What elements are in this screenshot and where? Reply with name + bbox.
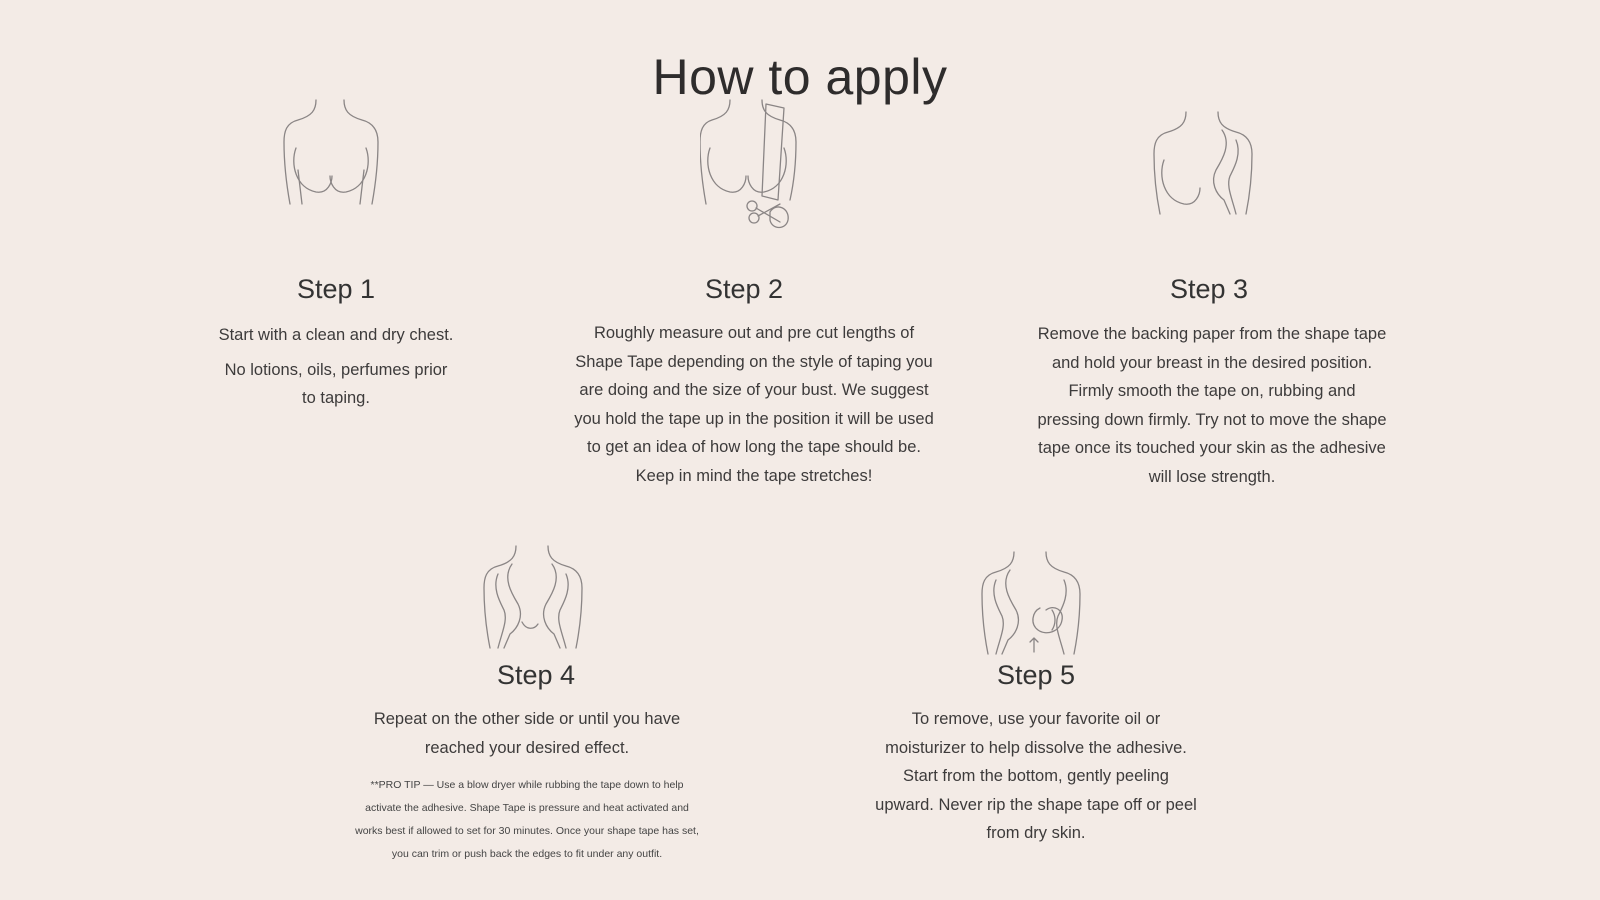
step-4-title: Step 4 <box>496 660 576 690</box>
step-1-text-2: No lotions, oils, perfumes prior to taping. <box>224 360 448 407</box>
step-4-text: Repeat on the other side or until you have reached your desired effect. <box>373 710 681 757</box>
chest-tape-both-sides-icon <box>482 544 592 654</box>
step-2-text: Roughly measure out and pre cut lengths of Shape Tape depending on the style of taping you are doing and the size of your bust. We suggest you hold the tape up in the position it will be used to get an idea of how long the tape should be. Keep in mind the tape stretches! <box>574 324 934 485</box>
chest-tape-scissors-icon <box>700 96 816 236</box>
step-5-text: To remove, use your favorite oil or moisturizer to help dissolve the adhesive. Start from the bottom, gently peeling upward. Never rip the shape tape off or peel from dry skin. <box>875 710 1197 842</box>
chest-tape-peel-icon <box>980 550 1092 660</box>
pro-tip: **PRO TIP — Use a blow dryer while rubbing the tape down to help activate the adhesive. Shape Tape is pressure and heat activated and works best if allowed to set for 30 minutes. Once your shape tape has set, you can trim or push back the edges to fit under any outfit. <box>355 779 699 860</box>
page-title: How to apply <box>652 48 948 105</box>
step-5 <box>866 660 1206 848</box>
step-2 <box>574 274 934 490</box>
step-1-text-1: Start with a clean and dry chest. <box>218 326 454 344</box>
step-4 <box>342 660 712 866</box>
step-1-title: Step 1 <box>296 274 376 304</box>
step-3-title: Step 3 <box>1169 274 1249 304</box>
step-3-text: Remove the backing paper from the shape tape and hold your breast in the desired position. Firmly smooth the tape on, rubbing and pressing down firmly. Try not to move the shape tape once its touched your skin as the adhesive will lose strength. <box>1037 325 1387 486</box>
chest-tape-one-side-icon <box>1152 110 1262 220</box>
chest-outline-icon <box>276 96 392 208</box>
step-5-title: Step 5 <box>996 660 1076 690</box>
step-3 <box>1036 274 1388 491</box>
step-1 <box>206 274 466 413</box>
step-2-title: Step 2 <box>704 274 784 304</box>
